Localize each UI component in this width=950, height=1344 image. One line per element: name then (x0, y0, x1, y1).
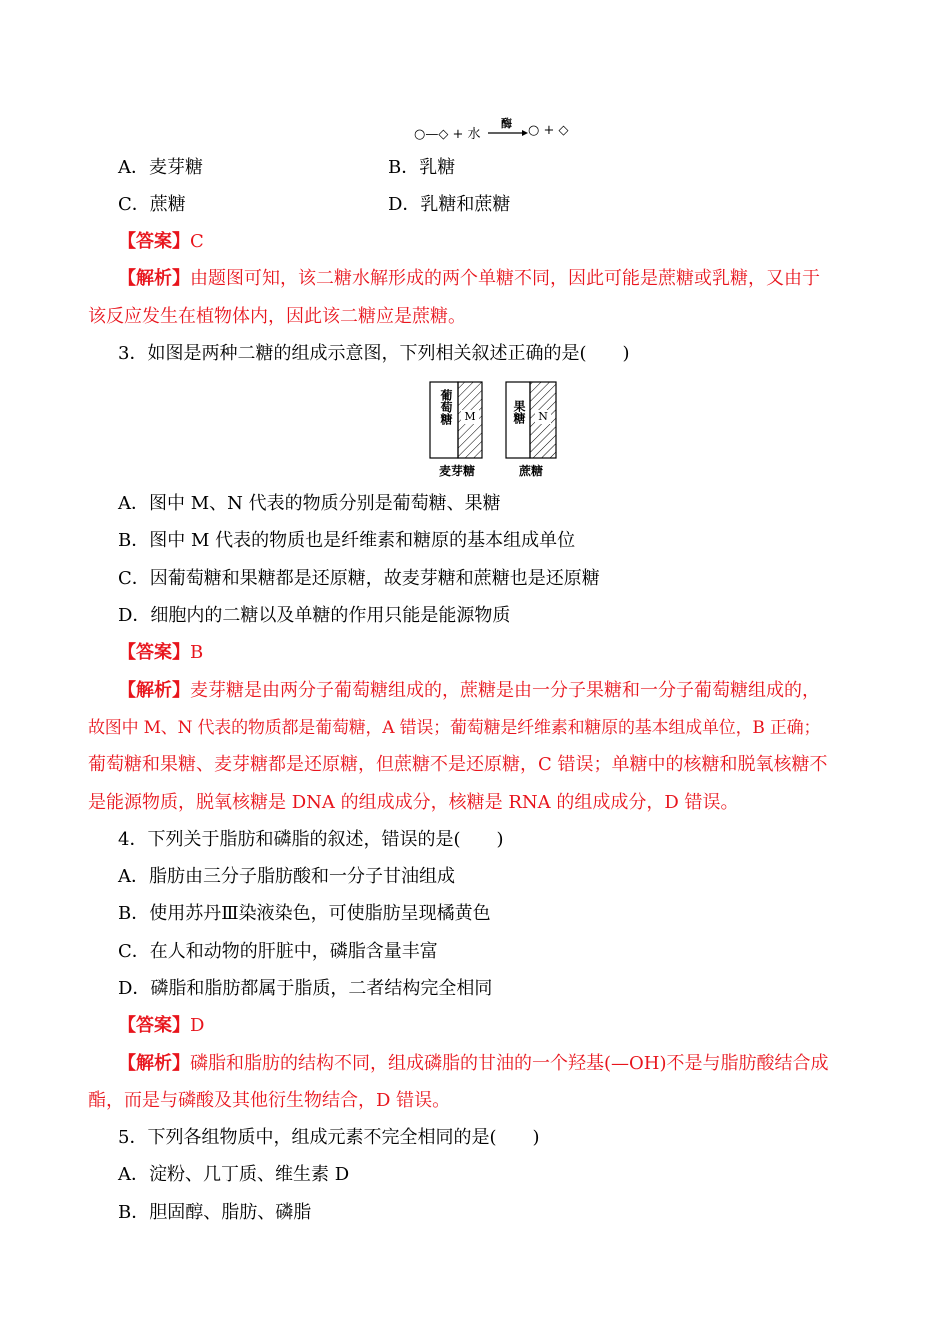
answer-value: C (190, 231, 204, 252)
analysis-label: 【解析】 (118, 268, 190, 289)
q4-option-a: A．脂肪由三分子脂肪酸和一分子甘油组成 (118, 866, 455, 887)
q2-analysis-line-2: 该反应发生在植物体内，因此该二糖应是蔗糖。 (88, 306, 466, 327)
disaccharide-diagram (424, 380, 564, 480)
sucrose-fructose-label: 果糖 (512, 400, 526, 424)
q2-option-b: B．乳糖 (388, 157, 456, 178)
q3-analysis-line-1 (118, 680, 820, 702)
analysis-text: 麦芽糖是由两分子葡萄糖组成的，蔗糖是由一分子果糖和一分子葡萄糖组成的， (190, 680, 820, 701)
hydrolysis-reaction (412, 116, 572, 142)
answer-value: D (190, 1015, 205, 1036)
q4-option-d: D．磷脂和脂肪都属于脂质，二者结构完全相同 (118, 978, 493, 999)
q4-analysis-line-1 (118, 1053, 829, 1075)
q5-option-a: A．淀粉、几丁质、维生素 D (118, 1164, 350, 1185)
maltose-glucose-label: 葡萄糖 (439, 389, 453, 425)
q2-answer (118, 231, 204, 253)
q2-analysis-line-1 (118, 268, 820, 290)
q3-option-d: D．细胞内的二糖以及单糖的作用只能是能源物质 (118, 605, 511, 626)
label-n: N (535, 410, 551, 424)
q5-stem: 5．下列各组物质中，组成元素不完全相同的是( ) (118, 1127, 540, 1148)
q3-analysis-line-2: 故图中 M、N 代表的物质都是葡萄糖，A 错误；葡萄糖是纤维素和糖原的基本组成单位，B 正确； (88, 718, 821, 738)
q2-option-a: A．麦芽糖 (118, 157, 203, 178)
q3-option-b: B．图中 M 代表的物质也是纤维素和糖原的基本组成单位 (118, 530, 576, 551)
q3-analysis-line-3: 葡萄糖和果糖、麦芽糖都是还原糖，但蔗糖不是还原糖，C 错误；单糖中的核糖和脱氧核糖不 (88, 754, 828, 775)
q4-option-b: B．使用苏丹Ⅲ染液染色，可使脂肪呈现橘黄色 (118, 903, 491, 924)
analysis-label: 【解析】 (118, 680, 190, 701)
q3-analysis-line-4: 是能源物质，脱氧核糖是 DNA 的组成成分，核糖是 RNA 的组成成分，D 错误。 (88, 792, 739, 813)
q3-answer (118, 642, 203, 664)
reaction-left: ○—◇ + 水 (414, 127, 481, 142)
q4-analysis-line-2: 酯，而是与磷酸及其他衍生物结合，D 错误。 (88, 1090, 451, 1111)
q2-option-c: C．蔗糖 (118, 194, 186, 215)
q3-option-a: A．图中 M、N 代表的物质分别是葡萄糖、果糖 (118, 493, 501, 514)
q3-option-c: C．因葡萄糖和果糖都是还原糖，故麦芽糖和蔗糖也是还原糖 (118, 568, 600, 589)
q4-stem: 4．下列关于脂肪和磷脂的叙述，错误的是( ) (118, 829, 504, 850)
reaction-right: ○ + ◇ (528, 123, 569, 138)
analysis-label: 【解析】 (118, 1053, 190, 1074)
label-m: M (461, 410, 479, 424)
answer-label: 【答案】 (118, 231, 190, 252)
q2-option-d: D．乳糖和蔗糖 (388, 194, 511, 215)
reaction-enzyme: 酶 (501, 117, 512, 130)
answer-label: 【答案】 (118, 642, 190, 663)
analysis-text: 磷脂和脂肪的结构不同，组成磷脂的甘油的一个羟基(—OH)不是与脂肪酸结合成 (190, 1053, 829, 1074)
answer-value: B (190, 642, 204, 663)
q3-stem: 3．如图是两种二糖的组成示意图，下列相关叙述正确的是( ) (118, 343, 630, 364)
q4-option-c: C．在人和动物的肝脏中，磷脂含量丰富 (118, 941, 438, 962)
maltose-caption: 麦芽糖 (438, 464, 475, 478)
q4-answer (118, 1015, 204, 1037)
sucrose-caption: 蔗糖 (518, 464, 543, 478)
q5-option-b: B．胆固醇、脂肪、磷脂 (118, 1202, 312, 1223)
answer-label: 【答案】 (118, 1015, 190, 1036)
analysis-text: 由题图可知，该二糖水解形成的两个单糖不同，因此可能是蔗糖或乳糖，又由于 (190, 268, 820, 289)
